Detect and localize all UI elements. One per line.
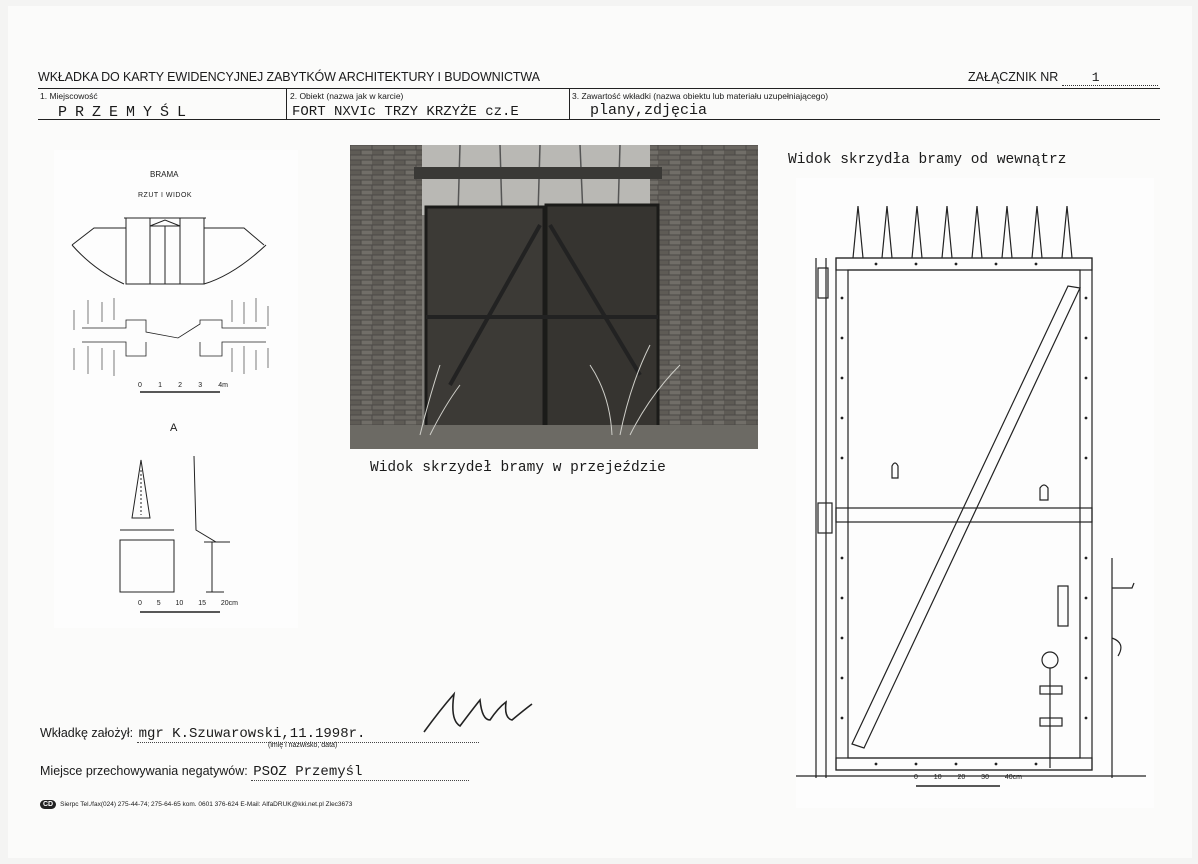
gate-plan-drawing xyxy=(54,150,298,628)
scale-tick: 4m xyxy=(218,382,228,389)
attachment-number xyxy=(968,70,1158,86)
header-rule-top xyxy=(38,88,1160,89)
scale-tick: 3 xyxy=(198,382,203,389)
signature xyxy=(420,690,550,740)
gate-wing-drawing xyxy=(796,178,1154,808)
field-locality-label: 1. Miejscowość xyxy=(40,91,98,101)
scale-tick: 20 xyxy=(957,774,966,781)
founder-label: Wkładkę założył: xyxy=(40,726,134,740)
field-object-value: FORT NXVIc TRZY KRZYŻE cz.E xyxy=(292,104,519,120)
gate-elevation-plan xyxy=(54,150,298,628)
storage-label: Miejsce przechowywania negatywów: xyxy=(40,764,248,778)
field-content-value: plany,zdjęcia xyxy=(590,102,708,119)
photo-caption: Widok skrzydeł bramy w przejeździe xyxy=(370,460,666,476)
scale-tick: 0 xyxy=(138,600,142,607)
printer-text: Sierpc Tel./fax(024) 275-44-74; 275-64-65 kom. 0601 376-624 E-Mail: AlfaDRUK@kki.net.pl Zlec3673 xyxy=(60,801,353,808)
scale-tick: 10 xyxy=(175,600,184,607)
scale-tick: 40cm xyxy=(1004,774,1022,781)
field-divider-2 xyxy=(569,89,570,119)
founder-value: mgr K.Szuwarowski,11.1998r. xyxy=(137,726,479,743)
scale-tick: 0 xyxy=(914,774,918,781)
field-content-label: 3. Zawartość wkładki (nazwa obiektu lub materiału uzupełniającego) xyxy=(572,91,829,101)
printer-logo: CD xyxy=(40,800,56,809)
scale-bar-2-labels xyxy=(138,600,238,607)
scale-bar-1-labels xyxy=(138,382,228,389)
storage-value: PSOZ Przemyśl xyxy=(251,764,469,781)
gate-photo-image xyxy=(350,145,758,449)
scale-tick: 0 xyxy=(138,382,142,389)
field-divider-1 xyxy=(286,89,287,119)
storage-row xyxy=(40,764,469,781)
scale-tick: 30 xyxy=(981,774,989,781)
founder-row xyxy=(40,726,479,743)
wing-scale-labels xyxy=(914,774,1022,781)
section-label: A xyxy=(170,422,178,434)
drawing-title: BRAMA xyxy=(150,170,179,179)
form-title: WKŁADKA DO KARTY EWIDENCYJNEJ ZABYTKÓW ARCHITEKTURY I BUDOWNICTWA xyxy=(38,70,540,84)
attachment-label: ZAŁĄCZNIK NR xyxy=(968,70,1059,84)
header-rule-bottom xyxy=(38,119,1160,120)
field-locality-value: PRZEMYŚL xyxy=(58,104,195,121)
scale-tick: 1 xyxy=(158,382,162,389)
gate-wing-elevation xyxy=(796,178,1154,808)
gate-photo xyxy=(350,145,758,449)
drawing-subtitle: RZUT I WIDOK xyxy=(138,192,193,199)
scale-tick: 2 xyxy=(178,382,183,389)
field-object-label: 2. Obiekt (nazwa jak w karcie) xyxy=(290,91,404,101)
founder-hint: (imię i nazwisko, data) xyxy=(268,742,338,749)
printer-imprint xyxy=(40,800,352,809)
scale-tick: 5 xyxy=(156,600,161,607)
scale-tick: 10 xyxy=(933,774,942,781)
attachment-number-value: 1 xyxy=(1062,70,1158,86)
scale-tick: 15 xyxy=(198,600,206,607)
inner-view-caption: Widok skrzydła bramy od wewnątrz xyxy=(788,152,1067,168)
scale-tick: 20cm xyxy=(220,600,238,607)
